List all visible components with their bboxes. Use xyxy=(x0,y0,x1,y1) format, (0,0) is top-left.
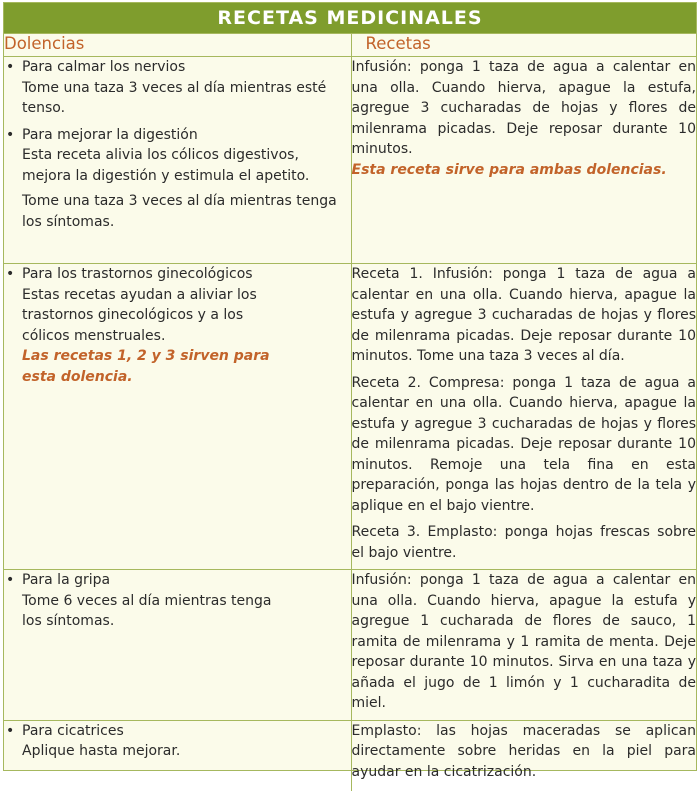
recipe-item: Infusión: ponga 1 taza de agua a calentar en una olla. Cuando hierva, apague la estufa y agregue 1 cucharada de flores de sauco, 1 ramita de milenrama y 1 ramita de menta. Deje reposar durante 10 minutos. Sirva en una taza y añada el jugo de 1 limón y 1 cucharadita de miel. xyxy=(351,572,696,711)
ailment-name: Para los trastornos ginecológicos xyxy=(22,266,253,282)
ailment-text: mejora la digestión y estimula el apetito. xyxy=(22,167,310,184)
bullet-icon: • xyxy=(6,126,15,143)
ailment-item xyxy=(4,570,351,632)
recipe-item xyxy=(352,57,697,180)
recipe-text: Infusión: ponga 1 taza de agua a calentar en una olla. Cuando hierva, apague la estufa, agregue 3 cucharadas de hojas y flores de milenrama picadas. Deje reposar durante 10 minutos. xyxy=(351,59,696,157)
ailment-item xyxy=(4,721,351,762)
table-row xyxy=(4,264,696,570)
ailment-text: los síntomas. xyxy=(22,213,115,230)
recipe-item: Emplasto: las hojas maceradas se aplican directamente sobre heridas en la piel para ayudar en la cicatrización. xyxy=(351,722,696,780)
column-header-ailments: Dolencias xyxy=(4,34,351,57)
ailments-cell xyxy=(4,264,351,570)
recipe-item: Receta 1. Infusión: ponga 1 taza de agua a calentar en una olla. Cuando hierva, apague la estufa y agregue 3 cucharadas de hojas y flores de milenrama picadas. Deje reposar durante 10 minutos. Tome una taza 3 veces al día. xyxy=(351,266,696,364)
ailments-cell xyxy=(4,720,351,791)
table-row xyxy=(4,570,696,721)
ailment-name: Para la gripa xyxy=(22,572,111,588)
panel-title: RECETAS MEDICINALES xyxy=(4,3,696,33)
ailment-item xyxy=(4,57,351,119)
bullet-icon: • xyxy=(6,722,15,739)
table-row xyxy=(4,57,696,264)
recipes-cell xyxy=(351,264,696,570)
ailment-name: Para cicatrices xyxy=(22,722,124,739)
ailment-note: Las recetas 1, 2 y 3 sirven para xyxy=(22,348,270,364)
ailment-text: Estas recetas ayudan a aliviar los xyxy=(22,286,257,303)
recipes-cell xyxy=(351,570,696,721)
ailment-item xyxy=(4,264,351,387)
ailment-text: cólicos menstruales. xyxy=(22,327,166,344)
ailment-note: esta dolencia. xyxy=(22,368,133,385)
ailment-name: Para calmar los nervios xyxy=(22,59,186,75)
recipe-item: Receta 2. Compresa: ponga 1 taza de agua a calentar en una olla. Cuando hierva, apague la estufa y agregue 3 cucharadas de hojas y flores de milenrama picadas. Deje reposar durante 10 minutos. Remoje una tela fina en esta preparación, ponga las hojas dentro de la tela y aplique en el bajo vientre. xyxy=(351,374,696,514)
recipe-item: Receta 3. Emplasto: ponga hojas frescas sobre el bajo vientre. xyxy=(351,524,696,561)
ailment-text: los síntomas. xyxy=(22,613,115,629)
bullet-icon: • xyxy=(6,266,15,282)
ailment-item xyxy=(4,125,351,233)
column-header-recipes: Recetas xyxy=(351,34,696,57)
recipes-cell xyxy=(351,57,696,264)
ailment-text: Aplique hasta mejorar. xyxy=(22,743,181,759)
bullet-icon: • xyxy=(6,572,15,588)
ailment-text: Tome una taza 3 veces al día mientras esté xyxy=(22,79,327,96)
recipes-cell xyxy=(351,720,696,791)
bullet-icon: • xyxy=(6,59,15,75)
ailment-name: Para mejorar la digestión xyxy=(22,126,198,143)
ailment-text: tenso. xyxy=(22,100,66,116)
recipes-table xyxy=(4,33,696,791)
table-row xyxy=(4,720,696,791)
ailment-text: Tome una taza 3 veces al día mientras tenga xyxy=(22,193,337,209)
ailments-cell xyxy=(4,57,351,264)
ailment-text: Tome 6 veces al día mientras tenga xyxy=(22,592,272,609)
ailment-text: Esta receta alivia los cólicos digestivos, xyxy=(22,147,299,163)
ailment-text: trastornos ginecológicos y a los xyxy=(22,307,244,323)
ailments-cell xyxy=(4,570,351,721)
recipe-note: Esta receta sirve para ambas dolencias. xyxy=(351,161,667,178)
recipes-panel xyxy=(3,2,697,780)
